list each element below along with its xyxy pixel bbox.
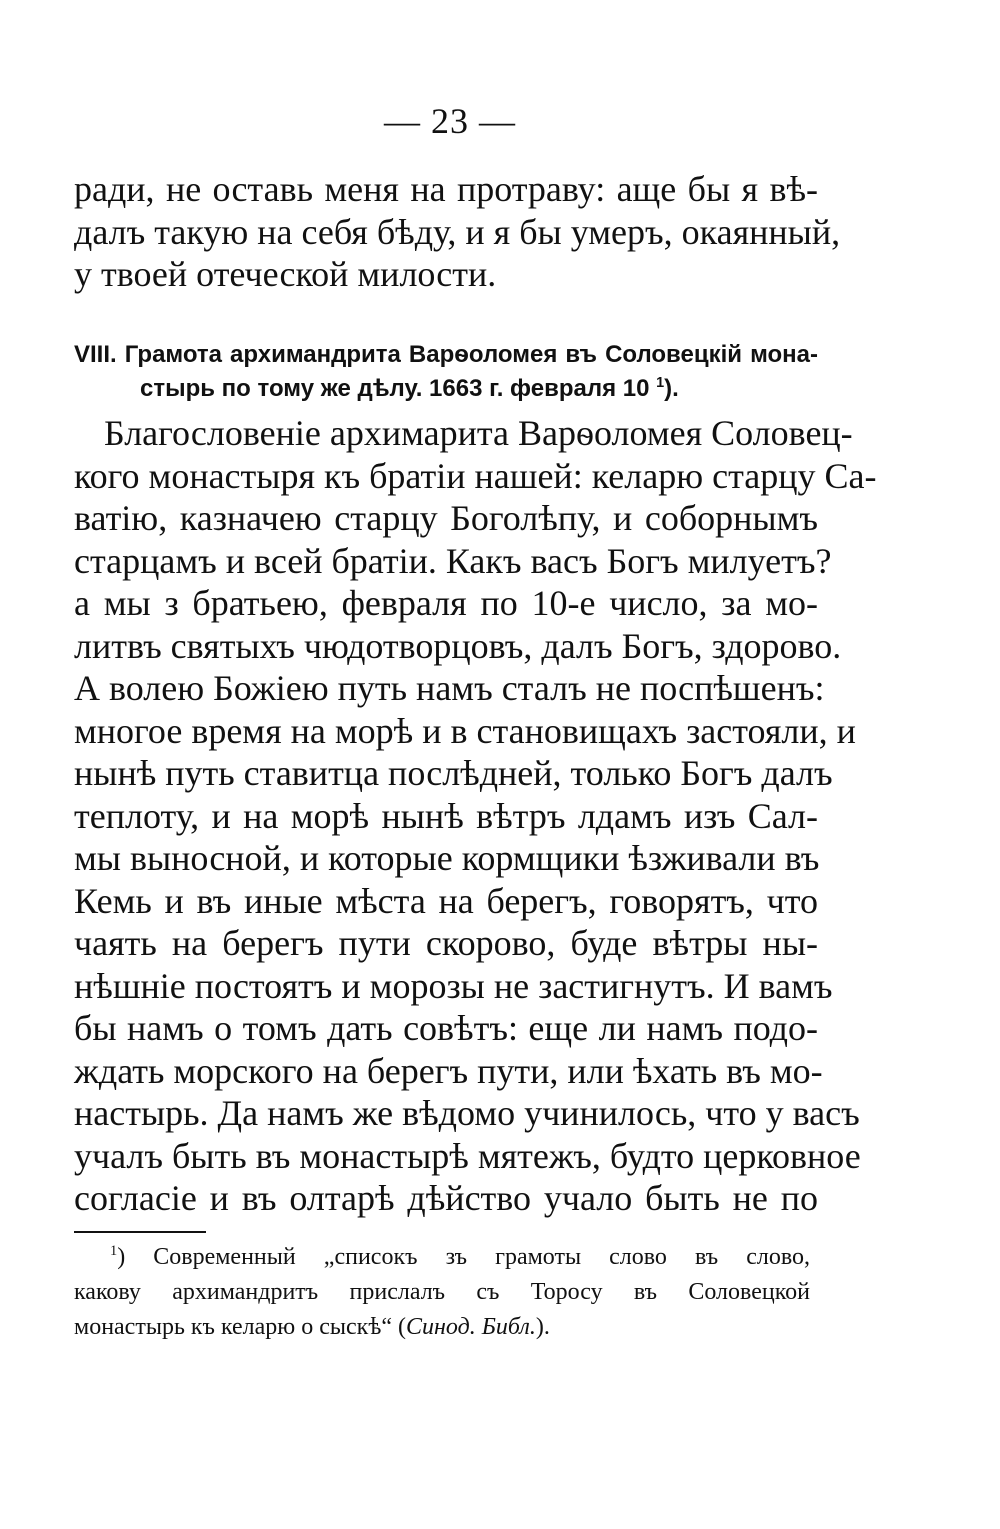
text-line: нынѣ путь ставитца послѣдней, только Богъ далъ: [74, 753, 833, 793]
text-line: кого монастыря къ братіи нашей: келарю старцу Са-: [74, 455, 877, 496]
footnote-divider: [74, 1231, 206, 1233]
body-paragraph: [74, 412, 877, 1220]
text-line: учалъ быть въ монастырѣ мятежъ, будто церковное: [74, 1135, 861, 1176]
footnote-line: какову архимандритъ прислалъ съ Торосу въ Соловецкой: [74, 1279, 810, 1305]
footnote: [74, 1240, 810, 1345]
text-line: Кемь и въ иные мѣста на берегъ, говорятъ, что: [74, 880, 818, 921]
footnote-line: [74, 1310, 810, 1345]
text-line: согласіе и въ олтарѣ дѣйство учало быть не по: [74, 1178, 818, 1218]
heading-line-text: стырь по тому же дѣлу. 1663 г. февраля 10: [140, 375, 657, 402]
text-line: теплоту, и на морѣ нынѣ вѣтръ лдамъ изъ Сал-: [74, 795, 818, 836]
text-line: многое время на морѣ и в становищахъ застояли, и: [74, 710, 856, 751]
text-line: а мы з братьею, февраля по 10-е число, за мо-: [74, 583, 818, 623]
intro-paragraph: [74, 168, 841, 296]
footnote-line-end: ).: [535, 1314, 550, 1340]
footnote-line-text: ) Современный „списокъ зъ грамоты слово въ слово,: [117, 1244, 810, 1270]
text-line: Благословеніе архимарита Варѳоломея Соловец-: [104, 413, 853, 453]
text-line: нѣшніе постоятъ и морозы не застигнутъ. И вамъ: [74, 965, 833, 1006]
text-line: далъ такую на себя бѣду, и я бы умеръ, окаянный,: [74, 211, 841, 252]
heading-line: VIII. Грамота архимандрита Варѳоломея въ Соловецкій мона-: [74, 341, 818, 368]
heading-line: [74, 372, 818, 406]
text-line: мы выносной, и которые кормщики ѣзживали въ: [74, 838, 820, 878]
footnote-marker: 1: [110, 1243, 118, 1259]
footnote-line: [74, 1240, 810, 1275]
text-line: А волею Божіею путь намъ сталъ не поспѣшенъ:: [74, 668, 825, 708]
page-number: — 23 —: [384, 101, 516, 141]
section-heading: [74, 338, 818, 406]
heading-line-end: ).: [664, 375, 679, 402]
text-line: старцамъ и всей братіи. Какъ васъ Богъ милуетъ?: [74, 540, 832, 581]
text-line: бы намъ о томъ дать совѣтъ: еще ли намъ подо-: [74, 1008, 818, 1048]
text-line: чаять на берегъ пути скорово, буде вѣтры ны-: [74, 923, 818, 963]
text-line: ради, не оставь меня на протраву: аще бы я вѣ-: [74, 169, 818, 209]
text-line: ждать морского на берегъ пути, или ѣхать въ мо-: [74, 1050, 823, 1091]
text-line: у твоей отеческой милости.: [74, 254, 497, 294]
text-line: литвъ святыхъ чюдотворцовъ, далъ Богъ, здорово.: [74, 625, 842, 666]
footnote-line-text: монастырь къ келарю о сыскѣ“ (: [74, 1314, 407, 1340]
footnote-source: Синод. Библ.: [406, 1314, 536, 1340]
text-line: ватію, казначею старцу Боголѣпу, и соборнымъ: [74, 498, 818, 538]
text-line: настырь. Да намъ же вѣдомо учинилось, что у васъ: [74, 1093, 860, 1133]
footnote-ref: 1: [656, 375, 665, 391]
